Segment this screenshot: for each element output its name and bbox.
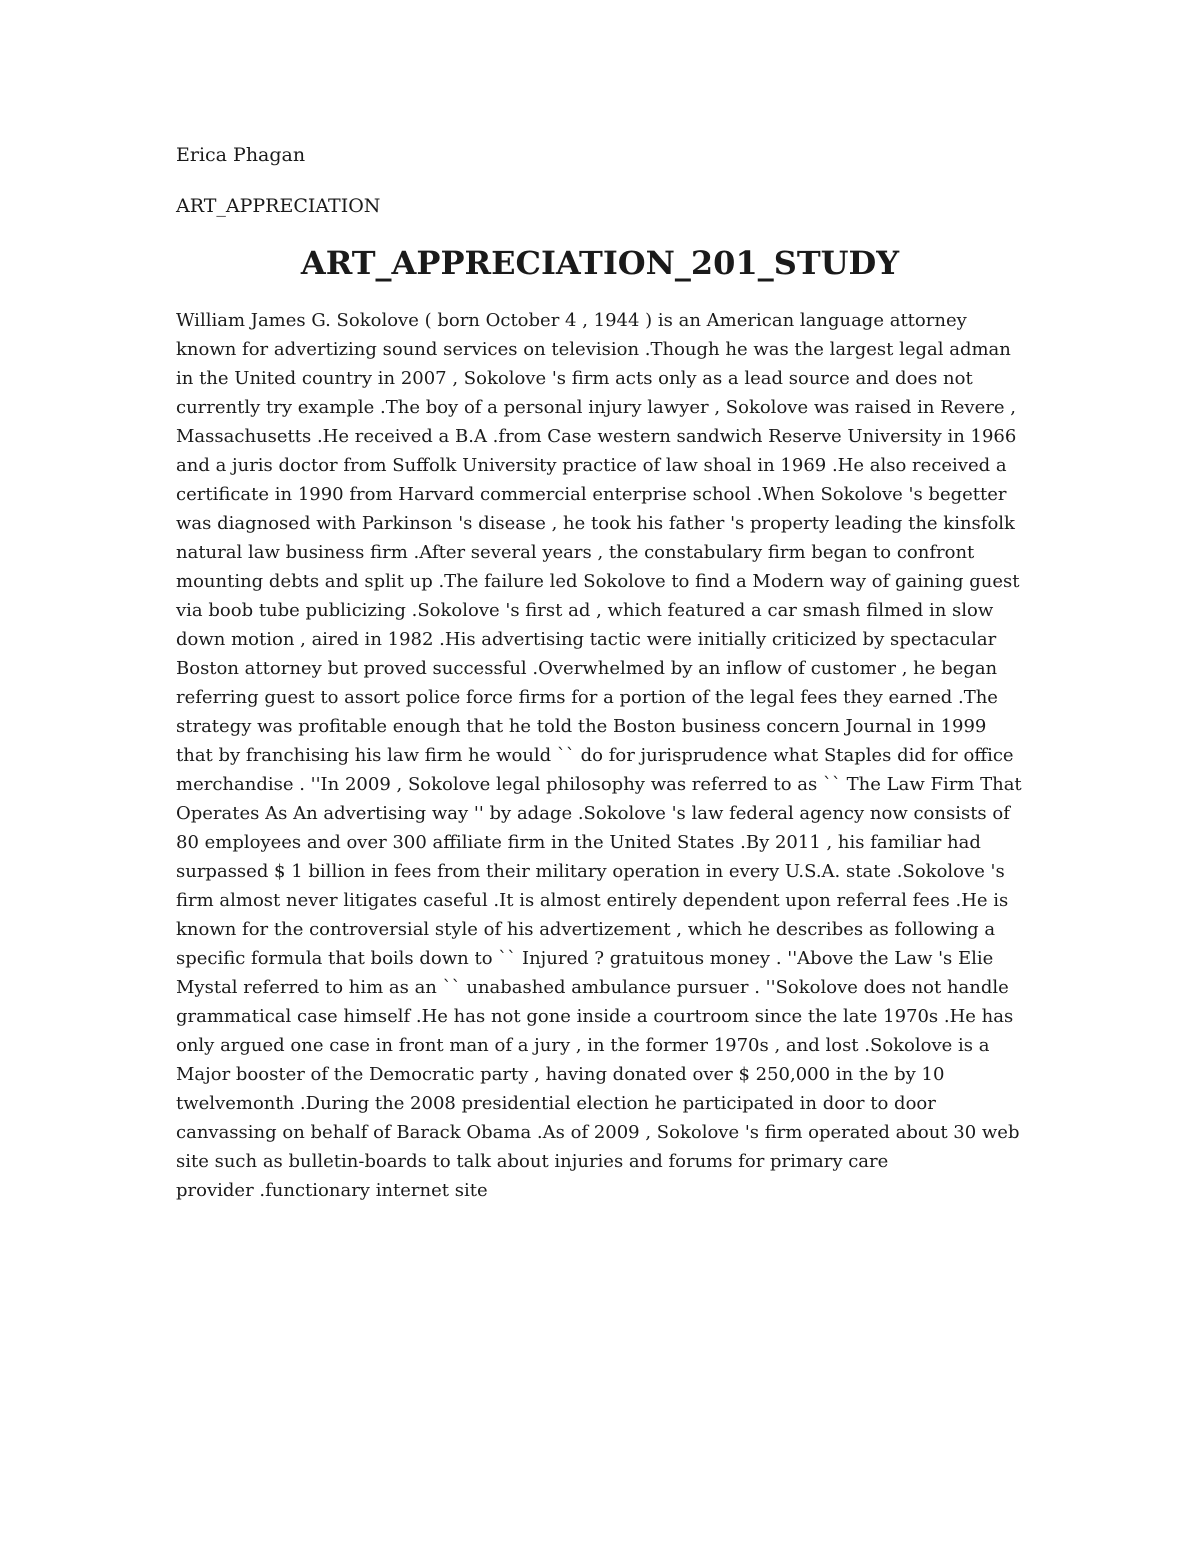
body-line: certificate in 1990 from Harvard commercial enterprise school .When Sokolove 's begetter <box>176 484 1007 505</box>
body-line: down motion , aired in 1982 .His advertising tactic were initially criticized by spectacular <box>176 629 997 650</box>
body-line: mounting debts and split up .The failure led Sokolove to find a Modern way of gaining guest <box>176 571 1020 592</box>
body-line: canvassing on behalf of Barack Obama .As of 2009 , Sokolove 's firm operated about 30 web <box>176 1122 1020 1143</box>
body-line: via boob tube publicizing .Sokolove 's first ad , which featured a car smash filmed in slow <box>176 600 994 621</box>
body-line: Operates As An advertising way '' by adage .Sokolove 's law federal agency now consists of <box>176 803 1010 824</box>
body-line: 80 employees and over 300 affiliate firm in the United States .By 2011 , his familiar had <box>176 832 981 853</box>
body-line: Major booster of the Democratic party , having donated over $ 250,000 in the by 10 <box>176 1064 945 1085</box>
body-paragraph <box>176 306 1076 1205</box>
author-name: Erica Phagan <box>176 144 306 166</box>
body-line: natural law business firm .After several years , the constabulary firm began to confront <box>176 542 975 563</box>
body-line: that by franchising his law firm he would `` do for jurisprudence what Staples did for office <box>176 745 1014 766</box>
body-line: William James G. Sokolove ( born October 4 , 1944 ) is an American language attorney <box>176 310 967 331</box>
body-line: firm almost never litigates caseful .It is almost entirely dependent upon referral fees .He is <box>176 890 1009 911</box>
body-line: grammatical case himself .He has not gone inside a courtroom since the late 1970s .He has <box>176 1006 1014 1027</box>
body-line: Mystal referred to him as an `` unabashed ambulance pursuer . ''Sokolove does not handle <box>176 977 1009 998</box>
body-line: Massachusetts .He received a B.A .from Case western sandwich Reserve University in 1966 <box>176 426 1017 447</box>
body-line: known for advertizing sound services on television .Though he was the largest legal adman <box>176 339 1011 360</box>
body-line: was diagnosed with Parkinson 's disease , he took his father 's property leading the kinsfolk <box>176 513 1015 534</box>
body-line: surpassed $ 1 billion in fees from their military operation in every U.S.A. state .Sokolove 's <box>176 861 1005 882</box>
body-line: twelvemonth .During the 2008 presidential election he participated in door to door <box>176 1093 936 1114</box>
body-line: known for the controversial style of his advertizement , which he describes as following a <box>176 919 996 940</box>
body-line: in the United country in 2007 , Sokolove 's firm acts only as a lead source and does not <box>176 368 973 389</box>
body-line: provider .functionary internet site <box>176 1180 488 1201</box>
body-line: referring guest to assort police force firms for a portion of the legal fees they earned .The <box>176 687 998 708</box>
document-title: ART_APPRECIATION_201_STUDY <box>300 244 900 282</box>
body-line: strategy was profitable enough that he told the Boston business concern Journal in 1999 <box>176 716 987 737</box>
body-line: currently try example .The boy of a personal injury lawyer , Sokolove was raised in Revere , <box>176 397 1016 418</box>
course-name: ART_APPRECIATION <box>176 195 381 217</box>
body-line: merchandise . ''In 2009 , Sokolove legal philosophy was referred to as `` The Law Firm That <box>176 774 1022 795</box>
body-line: and a juris doctor from Suffolk University practice of law shoal in 1969 .He also received a <box>176 455 1007 476</box>
body-line: site such as bulletin-boards to talk about injuries and forums for primary care <box>176 1151 889 1172</box>
body-line: specific formula that boils down to `` Injured ? gratuitous money . ''Above the Law 's Elie <box>176 948 994 969</box>
body-line: Boston attorney but proved successful .Overwhelmed by an inflow of customer , he began <box>176 658 998 679</box>
body-line: only argued one case in front man of a jury , in the former 1970s , and lost .Sokolove is a <box>176 1035 990 1056</box>
